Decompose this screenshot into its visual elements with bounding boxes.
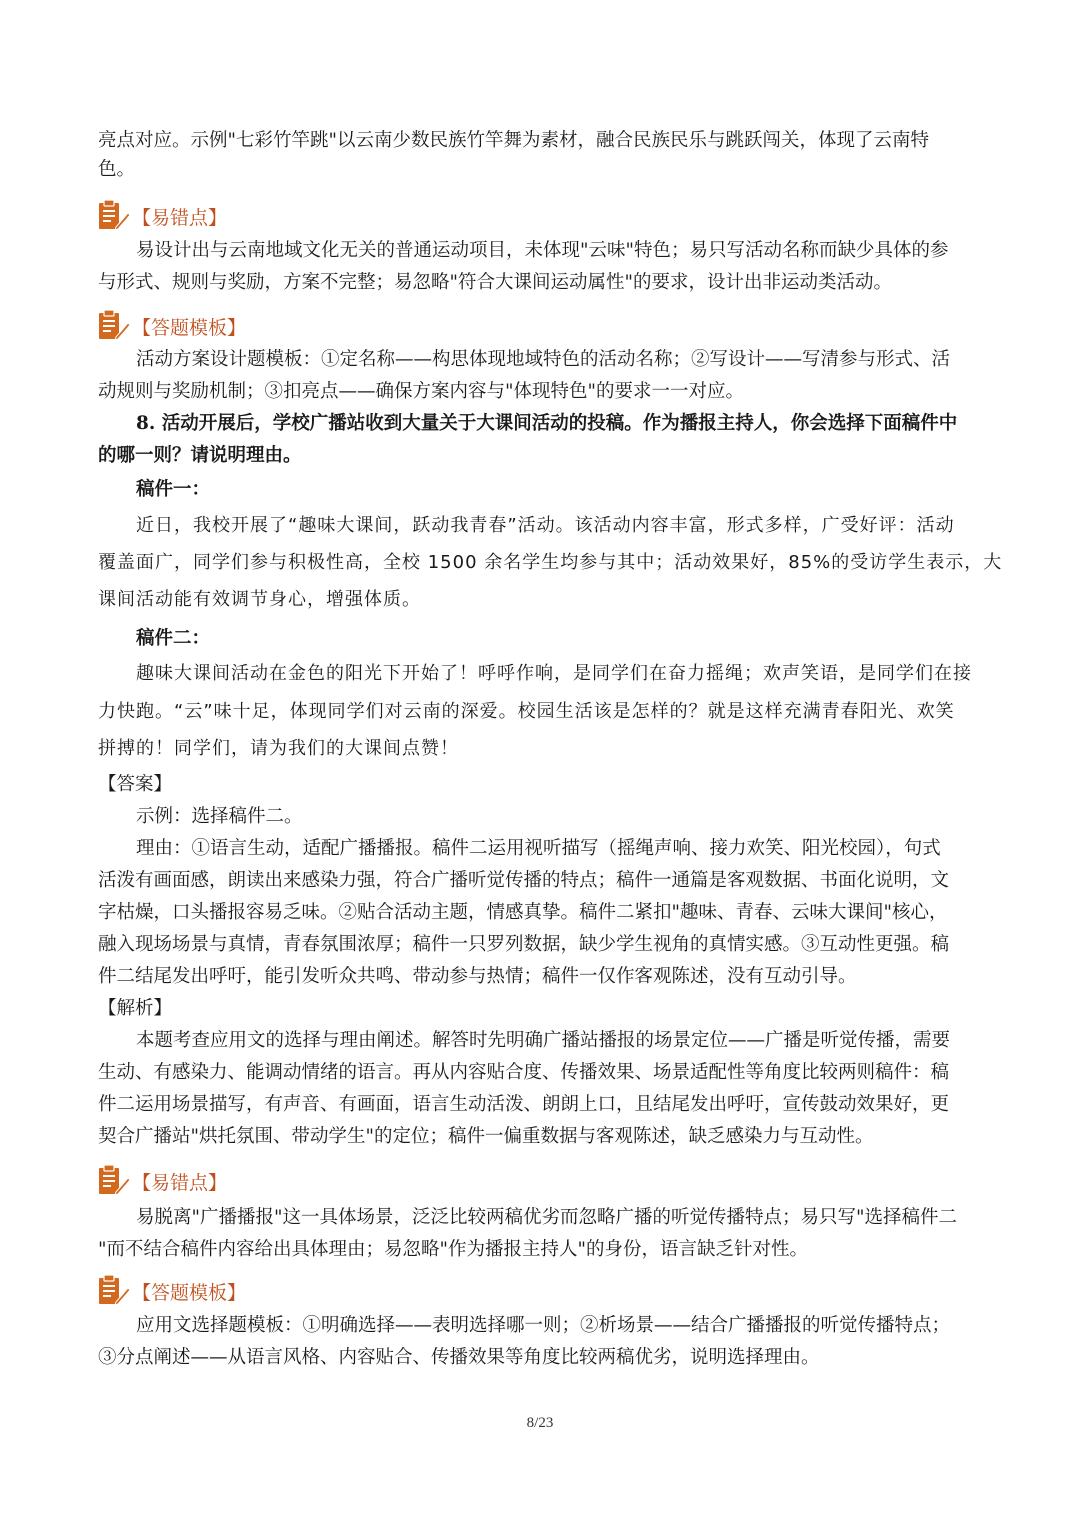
text-line: 活泼有画面感，朗读出来感染力强，符合广播听觉传播的特点；稿件一通篇是客观数据、书面化说明，文 — [98, 870, 950, 891]
page-number: 8/23 — [526, 1415, 554, 1431]
heading-label: 【答题模板】 — [132, 1282, 247, 1304]
section-heading-template — [96, 306, 246, 342]
heading-label: 【易错点】 — [132, 1172, 228, 1194]
note-pencil-icon — [96, 1163, 130, 1197]
draft-one-title: 稿件一： — [136, 479, 211, 500]
section-heading-mistakes — [96, 1161, 227, 1197]
text-line: "而不结合稿件内容给出具体理由；易忽略"作为播报主持人"的身份，语言缺乏针对性。 — [98, 1239, 809, 1260]
text-line: 易设计出与云南地域文化无关的普通运动项目，未体现"云味"特色；易只写活动名称而缺少具体的参 — [136, 240, 949, 261]
text-line: 应用文选择题模板：①明确选择——表明选择哪一则；②析场景——结合广播播报的听觉传播特点； — [136, 1315, 951, 1336]
answer-heading: 【答案】 — [98, 774, 173, 795]
question-line: 8. 活动开展后，学校广播站收到大量关于大课间活动的投稿。作为播报主持人，你会选择下面稿件中 — [136, 413, 958, 434]
section-heading-template — [96, 1271, 246, 1307]
text-line: 本题考查应用文的选择与理由阐述。解答时先明确广播站播报的场景定位——广播是听觉传播，需要 — [136, 1030, 951, 1051]
text-line: 示例：选择稿件二。 — [136, 806, 303, 827]
section-heading-mistakes — [96, 196, 227, 232]
draft-two-title: 稿件二： — [136, 628, 211, 649]
text-line: 生动、有感染力、能调动情绪的语言。再从内容贴合度、传播效果、场景适配性等角度比较两则稿件：稿 — [98, 1062, 950, 1083]
text-line: 契合广播站"烘托氛围、带动学生"的定位；稿件一偏重数据与客观陈述，缺乏感染力与互动性。 — [98, 1126, 874, 1147]
text-line: 活动方案设计题模板：①定名称——构思体现地域特色的活动名称；②写设计——写清参与形式、活 — [136, 349, 951, 370]
question-line: 的哪一则？请说明理由。 — [98, 445, 302, 466]
note-pencil-icon — [96, 308, 130, 342]
draft-text-line: 近日，我校开展了“趣味大课间，跃动我青春”活动。该活动内容丰富，形式多样，广受好评：活动 — [136, 515, 955, 536]
text-line: 理由：①语言生动，适配广播播报。稿件二运用视听描写（摇绳声响、接力欢笑、阳光校园），句式 — [136, 838, 941, 859]
text-line: 融入现场场景与真情，青春氛围浓厚；稿件一只罗列数据，缺少学生视角的真情实感。③互动性更强。稿 — [98, 934, 950, 955]
draft-text-line: 拼搏的！同学们，请为我们的大课间点赞！ — [98, 738, 459, 759]
draft-text-line: 课间活动能有效调节身心，增强体质。 — [98, 589, 421, 610]
text-line: 件二结尾发出呼吁，能引发听众共鸣、带动参与热情；稿件一仅作客观陈述，没有互动引导。 — [98, 966, 857, 987]
text-line: 件二运用场景描写，有声音、有画面，语言生动活泼、朗朗上口，且结尾发出呼吁，宣传鼓动效果好，更 — [98, 1094, 950, 1115]
draft-text-line: 趣味大课间活动在金色的阳光下开始了！呼呼作响，是同学们在奋力摇绳；欢声笑语，是同学们在接 — [136, 663, 972, 684]
text-line: 色。 — [98, 159, 136, 180]
draft-text-line: 力快跑。“云”味十足，体现同学们对云南的深爱。校园生活该是怎样的？就是这样充满青春阳光、欢笑 — [98, 701, 955, 722]
text-line: 字枯燥，口头播报容易乏味。②贴合活动主题，情感真挚。稿件二紧扣"趣味、青春、云味大课间"核心， — [98, 902, 948, 923]
heading-label: 【答题模板】 — [132, 317, 247, 339]
text-line: 亮点对应。示例"七彩竹竿跳"以云南少数民族竹竿舞为素材，融合民族民乐与跳跃闯关，体现了云南特 — [98, 130, 930, 151]
note-pencil-icon — [96, 198, 130, 232]
note-pencil-icon — [96, 1273, 130, 1307]
text-line: ③分点阐述——从语言风格、内容贴合、传播效果等角度比较两稿优劣，说明选择理由。 — [98, 1347, 820, 1368]
heading-label: 【易错点】 — [132, 207, 228, 229]
draft-text-line: 覆盖面广，同学们参与积极性高，全校 1500 余名学生均参与其中；活动效果好，85%的受访学生表示，大 — [98, 552, 1003, 573]
text-line: 动规则与奖励机制；③扣亮点——确保方案内容与"体现特色"的要求一一对应。 — [98, 381, 745, 402]
analysis-heading: 【解析】 — [98, 998, 173, 1019]
text-line: 易脱离"广播播报"这一具体场景，泛泛比较两稿优劣而忽略广播的听觉传播特点；易只写"选择稿件二 — [136, 1207, 958, 1228]
text-line: 与形式、规则与奖励，方案不完整；易忽略"符合大课间运动属性"的要求，设计出非运动类活动。 — [98, 272, 893, 293]
